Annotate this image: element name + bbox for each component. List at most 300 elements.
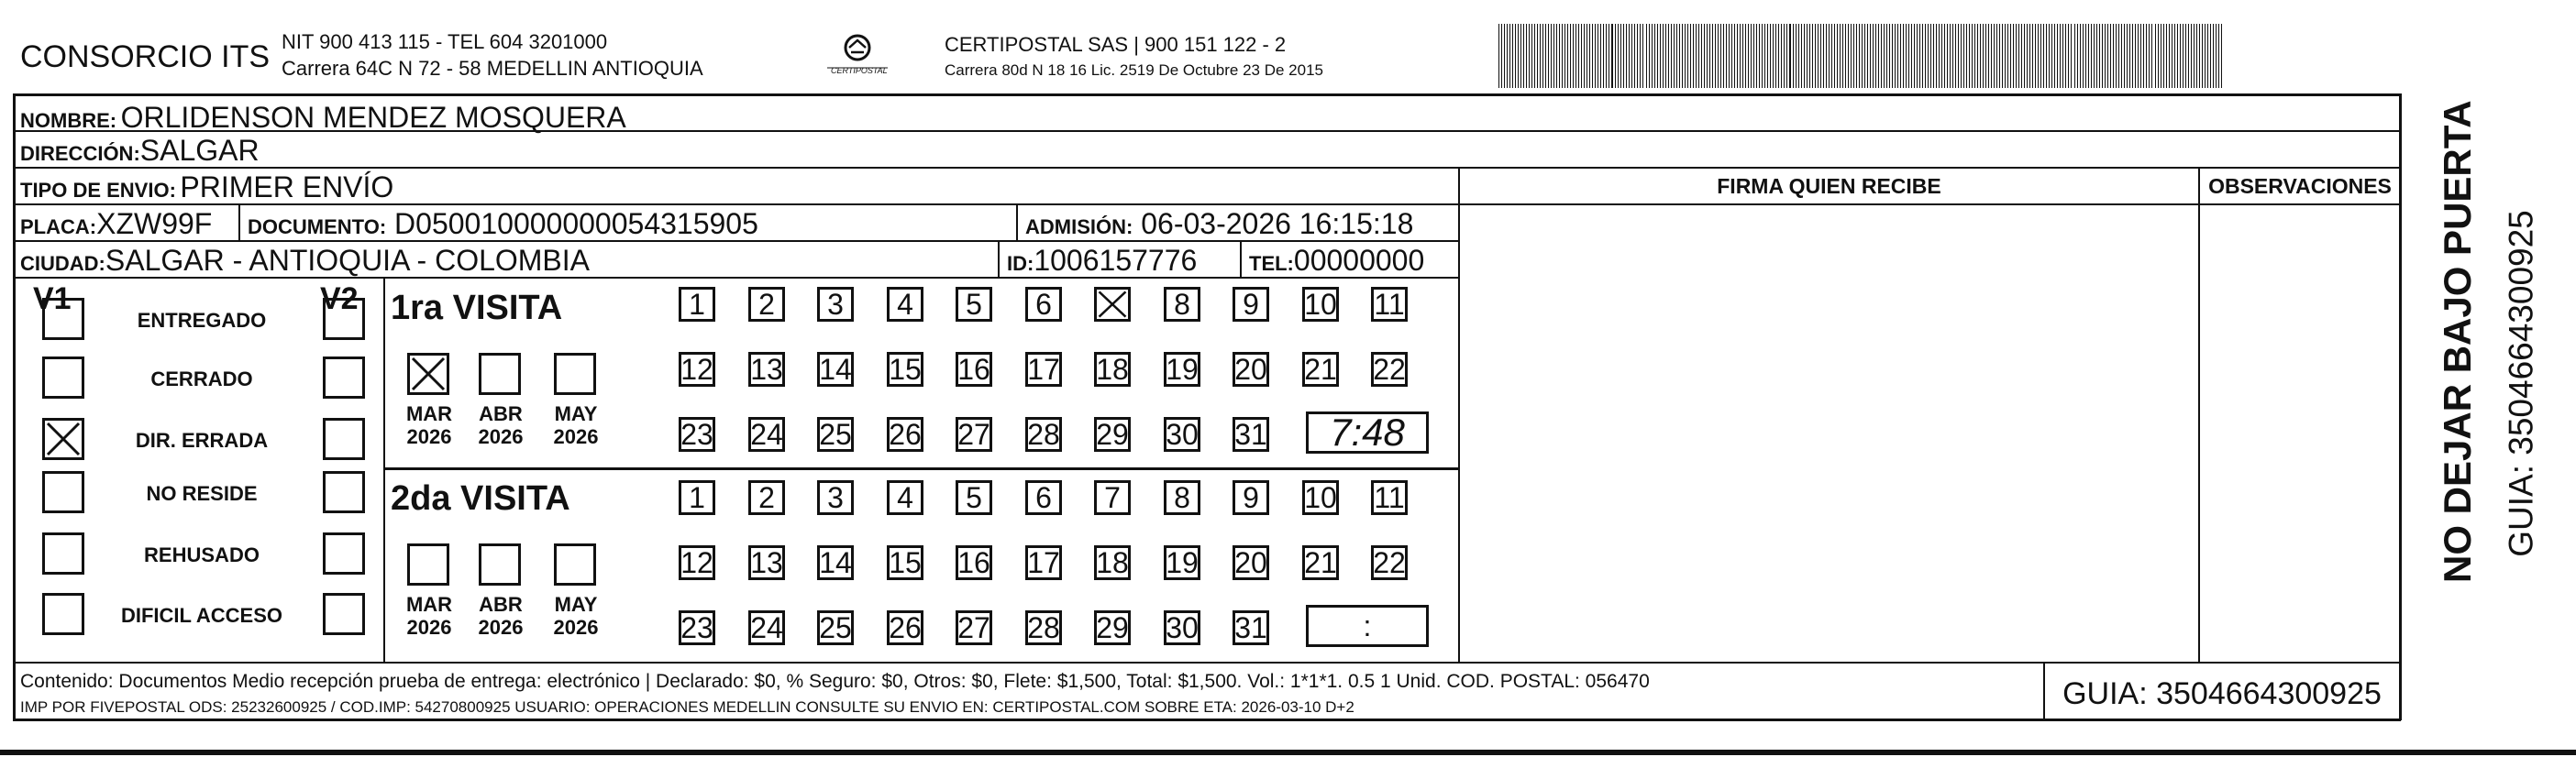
barcode-bar: [1654, 24, 1655, 88]
barcode-bar: [1911, 24, 1912, 88]
barcode-bar: [1955, 24, 1956, 88]
barcode-bar: [2107, 24, 2108, 88]
day-box[interactable]: 21: [1302, 545, 1339, 580]
barcode-bar: [1873, 24, 1874, 88]
company-nit: NIT 900 413 115 - TEL 604 3201000: [282, 30, 608, 53]
barcode-bar: [1592, 24, 1593, 88]
barcode-bar: [1652, 24, 1653, 88]
barcode-bar: [2032, 24, 2033, 88]
barcode-bar: [2043, 24, 2044, 88]
barcode-bar: [1809, 24, 1810, 88]
month-label: ABR 2026: [478, 593, 524, 640]
barcode-bar: [1778, 24, 1779, 88]
day-box[interactable]: [1094, 287, 1131, 322]
barcode-bar: [1770, 24, 1771, 88]
barcode-bar: [1523, 24, 1524, 88]
barcode-bar: [1789, 24, 1791, 88]
barcode-bar: [1534, 24, 1535, 88]
barcode-bar: [1674, 24, 1675, 88]
barcode-bar: [2088, 24, 2089, 88]
day-box[interactable]: 6: [1025, 480, 1062, 515]
barcode-bar: [2121, 24, 2122, 88]
address-label: DIRECCIÓN:: [20, 142, 140, 165]
barcode-bar: [1611, 24, 1613, 88]
side-notice: NO DEJAR BAJO PUERTA: [2436, 100, 2479, 583]
day-box[interactable]: 13: [748, 352, 785, 387]
barcode-bar: [1693, 24, 1694, 88]
barcode-bar: [1820, 24, 1821, 88]
barcode-bar: [1900, 24, 1901, 88]
barcode-bar: [1676, 24, 1677, 88]
barcode-bar: [2091, 24, 2092, 88]
status-v2-checkbox[interactable]: [323, 298, 365, 340]
barcode-bar: [1966, 24, 1967, 88]
barcode-bar: [2110, 24, 2111, 88]
day-box[interactable]: 31: [1233, 610, 1269, 645]
barcode-bar: [1556, 24, 1557, 88]
day-box[interactable]: 8: [1164, 287, 1200, 322]
barcode-bar: [1570, 24, 1571, 88]
barcode-bar: [2054, 24, 2055, 88]
day-box[interactable]: 23: [679, 417, 715, 452]
barcode-bar: [1807, 24, 1808, 88]
barcode-bar: [1720, 24, 1721, 88]
barcode-bar: [1712, 24, 1713, 88]
barcode-bar: [1740, 24, 1741, 88]
barcode-bar: [2062, 24, 2063, 88]
city-label: CIUDAD:: [20, 252, 105, 275]
barcode-bar: [1908, 24, 1909, 88]
barcode-bar: [1859, 24, 1860, 88]
barcode-bar: [2127, 24, 2128, 88]
barcode-bar: [2077, 24, 2078, 88]
day-box[interactable]: 3: [817, 287, 854, 322]
day-box[interactable]: 20: [1233, 545, 1269, 580]
day-box[interactable]: 3: [817, 480, 854, 515]
barcode-bar: [2146, 24, 2147, 88]
barcode-bar: [2007, 24, 2008, 88]
barcode-bar: [1668, 24, 1669, 88]
carrier-name: CERTIPOSTAL SAS | 900 151 122 - 2: [945, 33, 1287, 56]
day-box[interactable]: 5: [956, 287, 992, 322]
carrier-license: Carrera 80d N 18 16 Lic. 2519 De Octubre 23 De 2015: [945, 61, 1323, 79]
barcode-bar: [2102, 24, 2103, 88]
barcode-bar: [1786, 24, 1787, 88]
day-box[interactable]: 22: [1371, 545, 1408, 580]
form-border-left: [13, 93, 16, 720]
barcode-bar: [1704, 24, 1705, 88]
barcode-bar: [2116, 24, 2117, 88]
barcode-bar: [1906, 24, 1907, 88]
check-mark-icon: [410, 356, 447, 392]
barcode-bar: [1537, 24, 1538, 88]
day-box[interactable]: 11: [1371, 480, 1408, 515]
barcode-bar: [1718, 24, 1719, 88]
barcode-bar: [1751, 24, 1752, 88]
status-v2-checkbox[interactable]: [323, 418, 365, 460]
barcode-bar: [1707, 24, 1708, 88]
day-box[interactable]: 2: [748, 287, 785, 322]
status-v1-checkbox[interactable]: [42, 298, 84, 340]
barcode-bar: [1950, 24, 1951, 88]
barcode-bar: [1723, 24, 1724, 88]
day-box[interactable]: 14: [817, 545, 854, 580]
day-box[interactable]: 29: [1094, 417, 1131, 452]
day-box[interactable]: 26: [887, 417, 923, 452]
day-box[interactable]: 12: [679, 352, 715, 387]
day-box[interactable]: 13: [748, 545, 785, 580]
second-visit-title: 2da VISITA: [391, 479, 570, 518]
barcode-bar: [2180, 24, 2181, 88]
barcode-bar: [2216, 24, 2217, 88]
footer-print-line: IMP POR FIVEPOSTAL ODS: 25232600925 / COD.IMP: 54270800925 USUARIO: OPERACIONES MEDELLIN CONSULTE SU ENVIO EN: CERTIPOSTAL.COM SOBRE ETA: 2026-03-10 D+2: [20, 698, 1354, 716]
barcode-bar: [1731, 24, 1732, 88]
barcode-bar: [2118, 24, 2119, 88]
status-v2-checkbox[interactable]: [323, 471, 365, 513]
barcode-bar: [2174, 24, 2175, 88]
document-label: DOCUMENTO:: [248, 215, 387, 238]
day-box[interactable]: 7: [1094, 480, 1131, 515]
barcode-bar: [1646, 24, 1647, 88]
day-box[interactable]: 20: [1233, 352, 1269, 387]
barcode-bar: [1581, 24, 1582, 88]
day-box[interactable]: 27: [956, 610, 992, 645]
barcode-bar: [1944, 24, 1945, 88]
barcode-bar: [2207, 24, 2208, 88]
month-label: MAR 2026: [405, 402, 453, 449]
status-v1-checkbox[interactable]: [42, 532, 84, 575]
day-box[interactable]: 15: [887, 352, 923, 387]
barcode-bar: [1753, 24, 1754, 88]
day-box[interactable]: 25: [817, 417, 854, 452]
barcode-bar: [2074, 24, 2075, 88]
barcode-bar: [1878, 24, 1879, 88]
barcode-bar: [1640, 24, 1641, 88]
barcode-bar: [1917, 24, 1918, 88]
month-label: MAY 2026: [553, 593, 599, 640]
barcode-bar: [2094, 24, 2095, 88]
barcode-bar: [1773, 24, 1774, 88]
barcode-bar: [1781, 24, 1782, 88]
status-label: ENTREGADO: [137, 309, 267, 332]
status-v1-checkbox[interactable]: [42, 593, 84, 635]
barcode-bar: [1875, 24, 1876, 88]
day-box[interactable]: 4: [887, 287, 923, 322]
day-box[interactable]: 18: [1094, 352, 1131, 387]
barcode-bar: [1796, 24, 1797, 88]
recipient-address: SALGAR: [139, 134, 260, 167]
barcode-bar: [1551, 24, 1552, 88]
barcode-bar: [2129, 24, 2130, 88]
day-box[interactable]: 28: [1025, 417, 1062, 452]
day-box[interactable]: 14: [817, 352, 854, 387]
day-box[interactable]: 17: [1025, 545, 1062, 580]
barcode-bar: [1762, 24, 1763, 88]
time-box[interactable]: :: [1306, 605, 1429, 647]
day-box[interactable]: 5: [956, 480, 992, 515]
barcode-bar: [1925, 24, 1926, 88]
barcode-bar: [1903, 24, 1904, 88]
month-checkbox[interactable]: [554, 543, 596, 586]
barcode-bar: [1864, 24, 1865, 88]
day-box[interactable]: 30: [1164, 610, 1200, 645]
barcode-bar: [1504, 24, 1505, 88]
day-box[interactable]: 1: [679, 480, 715, 515]
barcode-bar: [1985, 24, 1986, 88]
check-mark-icon: [45, 421, 82, 457]
day-box[interactable]: 29: [1094, 610, 1131, 645]
day-box[interactable]: 1: [679, 287, 715, 322]
barcode-bar: [2169, 24, 2170, 88]
day-box[interactable]: 8: [1164, 480, 1200, 515]
barcode-bar: [2057, 24, 2058, 88]
barcode-bar: [1922, 24, 1923, 88]
barcode-bar: [1615, 24, 1616, 88]
month-checkbox[interactable]: [479, 353, 521, 395]
barcode-bar: [2124, 24, 2125, 88]
barcode-bar: [1618, 24, 1619, 88]
day-box[interactable]: 10: [1302, 480, 1339, 515]
barcode-bar: [1958, 24, 1959, 88]
plate-value: XZW99F: [96, 207, 213, 240]
day-box[interactable]: 19: [1164, 545, 1200, 580]
barcode-bar: [1679, 24, 1680, 88]
barcode-bar: [2183, 24, 2184, 88]
barcode-bar: [2166, 24, 2167, 88]
day-box[interactable]: 24: [748, 610, 785, 645]
barcode-bar: [1709, 24, 1710, 88]
day-box[interactable]: 24: [748, 417, 785, 452]
day-box[interactable]: 16: [956, 352, 992, 387]
status-v1-checkbox[interactable]: [42, 357, 84, 399]
barcode-bar: [1919, 24, 1920, 88]
barcode-bar: [1660, 24, 1661, 88]
day-box[interactable]: 10: [1302, 287, 1339, 322]
barcode-bar: [2049, 24, 2050, 88]
barcode-bar: [1564, 24, 1565, 88]
barcode-bar: [2096, 24, 2097, 88]
barcode-bar: [2158, 24, 2159, 88]
day-box[interactable]: 12: [679, 545, 715, 580]
barcode-bar: [2202, 24, 2203, 88]
barcode-bar: [1941, 24, 1942, 88]
admission-label: ADMISIÓN:: [1025, 215, 1133, 238]
barcode-bar: [1626, 24, 1627, 88]
barcode-bar: [1889, 24, 1890, 88]
barcode-bar: [2177, 24, 2178, 88]
barcode-bar: [2163, 24, 2164, 88]
day-box[interactable]: 21: [1302, 352, 1339, 387]
status-v2-checkbox[interactable]: [323, 357, 365, 399]
day-box[interactable]: 23: [679, 610, 715, 645]
barcode-bar: [1518, 24, 1519, 88]
month-checkbox[interactable]: [407, 353, 449, 395]
barcode-bar: [1742, 24, 1743, 88]
barcode-bar: [1663, 24, 1664, 88]
month-checkbox[interactable]: [479, 543, 521, 586]
footer-guide-number: GUIA: 3504664300925: [2062, 676, 2382, 711]
barcode-bar: [2080, 24, 2081, 88]
barcode-bar: [2005, 24, 2006, 88]
recipient-name: ORLIDENSON MENDEZ MOSQUERA: [120, 101, 626, 134]
barcode-bar: [1969, 24, 1970, 88]
barcode-bar: [1498, 24, 1499, 88]
barcode-bar: [1980, 24, 1981, 88]
day-box[interactable]: 18: [1094, 545, 1131, 580]
barcode-bar: [1578, 24, 1579, 88]
barcode-bar: [1884, 24, 1885, 88]
day-box[interactable]: 19: [1164, 352, 1200, 387]
signature-column-header: FIRMA QUIEN RECIBE: [1717, 174, 1941, 198]
barcode-bar: [1867, 24, 1868, 88]
barcode-bar: [1671, 24, 1672, 88]
observations-column-header: OBSERVACIONES: [2208, 174, 2392, 198]
month-checkbox[interactable]: [407, 543, 449, 586]
barcode-bar: [1815, 24, 1816, 88]
barcode-bar: [2010, 24, 2011, 88]
shipment-type: PRIMER ENVÍO: [180, 170, 394, 203]
barcode-bar: [2149, 24, 2150, 88]
plate-label: PLACA:: [20, 215, 97, 238]
barcode-bar: [2021, 24, 2022, 88]
barcode-bar: [2132, 24, 2133, 88]
barcode-bar: [1634, 24, 1635, 88]
day-box[interactable]: 9: [1233, 287, 1269, 322]
barcode-bar: [2151, 24, 2152, 88]
barcode-bar: [1939, 24, 1940, 88]
barcode-bar: [1862, 24, 1863, 88]
status-label: DIR. ERRADA: [135, 429, 269, 452]
barcode-bar: [1515, 24, 1516, 88]
day-box[interactable]: 30: [1164, 417, 1200, 452]
barcode-bar: [1584, 24, 1585, 88]
barcode-bar: [1701, 24, 1702, 88]
barcode-bar: [1829, 24, 1830, 88]
barcode-bar: [1595, 24, 1596, 88]
day-box[interactable]: 11: [1371, 287, 1408, 322]
status-v2-checkbox[interactable]: [323, 532, 365, 575]
barcode-bar: [1930, 24, 1931, 88]
barcode-bar: [2060, 24, 2061, 88]
day-box[interactable]: 16: [956, 545, 992, 580]
barcode-bar: [1509, 24, 1510, 88]
day-box[interactable]: 4: [887, 480, 923, 515]
status-label: DIFICIL ACCESO: [120, 604, 282, 627]
day-box[interactable]: 26: [887, 610, 923, 645]
barcode-bar: [2016, 24, 2017, 88]
company-address: Carrera 64C N 72 - 58 MEDELLIN ANTIOQUIA: [282, 57, 703, 80]
month-label: MAY 2026: [553, 402, 599, 449]
barcode-bar: [1999, 24, 2000, 88]
month-label: ABR 2026: [478, 402, 524, 449]
barcode-bar: [1606, 24, 1607, 88]
barcode-bar: [1936, 24, 1937, 88]
barcode-bar: [1870, 24, 1871, 88]
day-box[interactable]: 31: [1233, 417, 1269, 452]
barcode-bar: [2191, 24, 2192, 88]
barcode-bar: [2135, 24, 2136, 88]
footer-contents-line: Contenido: Documentos Medio recepción prueba de entrega: electrónico | Declarado: $0, % Seguro: $0, Otros: $0, Flete: $1,500, Total: $1,500. Vol.: 1*1*1. 0.5 1 Unid. COD. POSTAL: 056470: [20, 671, 1650, 692]
barcode-bar: [1665, 24, 1666, 88]
day-box[interactable]: 22: [1371, 352, 1408, 387]
day-box[interactable]: 9: [1233, 480, 1269, 515]
id-value: 1006157776: [1034, 244, 1198, 277]
barcode-bar: [1764, 24, 1765, 88]
barcode-bar: [1540, 24, 1541, 88]
barcode-bar: [2218, 24, 2219, 88]
barcode-bar: [1748, 24, 1749, 88]
barcode-bar: [1715, 24, 1716, 88]
barcode-bar: [1553, 24, 1554, 88]
barcode-bar: [2085, 24, 2086, 88]
first-visit-title: 1ra VISITA: [391, 289, 563, 327]
barcode-bar: [1988, 24, 1989, 88]
barcode-bar: [1856, 24, 1857, 88]
barcode-bar: [1745, 24, 1746, 88]
barcode-bar: [1501, 24, 1502, 88]
day-box[interactable]: 17: [1025, 352, 1062, 387]
side-guide-number: GUIA: 3504664300925: [2502, 210, 2540, 557]
barcode-bar: [2155, 24, 2156, 88]
barcode-bar: [1603, 24, 1604, 88]
barcode-bar: [1507, 24, 1508, 88]
barcode-bar: [2013, 24, 2014, 88]
barcode-bar: [1914, 24, 1915, 88]
barcode-bar: [1531, 24, 1532, 88]
barcode-bar: [1897, 24, 1898, 88]
barcode-bar: [1947, 24, 1948, 88]
barcode-bar: [2205, 24, 2206, 88]
barcode-bar: [1952, 24, 1953, 88]
barcode-bar: [2051, 24, 2052, 88]
barcode-bar: [1687, 24, 1688, 88]
day-box[interactable]: 25: [817, 610, 854, 645]
admission-value: 06-03-2026 16:15:18: [1141, 207, 1414, 240]
status-v2-checkbox[interactable]: [323, 593, 365, 635]
barcode-bar: [1573, 24, 1574, 88]
barcode-bar: [1851, 24, 1852, 88]
certipostal-logo: [807, 27, 908, 81]
month-checkbox[interactable]: [554, 353, 596, 395]
barcode-bar: [1775, 24, 1776, 88]
day-box[interactable]: 15: [887, 545, 923, 580]
day-box[interactable]: 28: [1025, 610, 1062, 645]
status-v1-checkbox[interactable]: [42, 471, 84, 513]
barcode-bar: [1831, 24, 1832, 88]
barcode-bar: [1972, 24, 1973, 88]
barcode-bar: [1818, 24, 1819, 88]
barcode-bar: [2071, 24, 2072, 88]
day-box[interactable]: 27: [956, 417, 992, 452]
barcode-bar: [1529, 24, 1530, 88]
name-label: NOMBRE:: [20, 109, 117, 132]
barcode-bar: [1512, 24, 1513, 88]
barcode-bar: [1798, 24, 1799, 88]
barcode-bar: [2099, 24, 2100, 88]
shipment-type-label: TIPO DE ENVIO:: [20, 179, 176, 202]
barcode-bar: [2213, 24, 2214, 88]
barcode-bar: [2038, 24, 2039, 88]
barcode-bar: [1840, 24, 1841, 88]
status-v1-checkbox[interactable]: [42, 418, 84, 460]
day-box[interactable]: 6: [1025, 287, 1062, 322]
day-box[interactable]: 2: [748, 480, 785, 515]
time-box[interactable]: 7:48: [1306, 411, 1429, 454]
barcode-bar: [2065, 24, 2066, 88]
barcode-bar: [2068, 24, 2069, 88]
barcode-bar: [1994, 24, 1995, 88]
barcode-bar: [2210, 24, 2211, 88]
